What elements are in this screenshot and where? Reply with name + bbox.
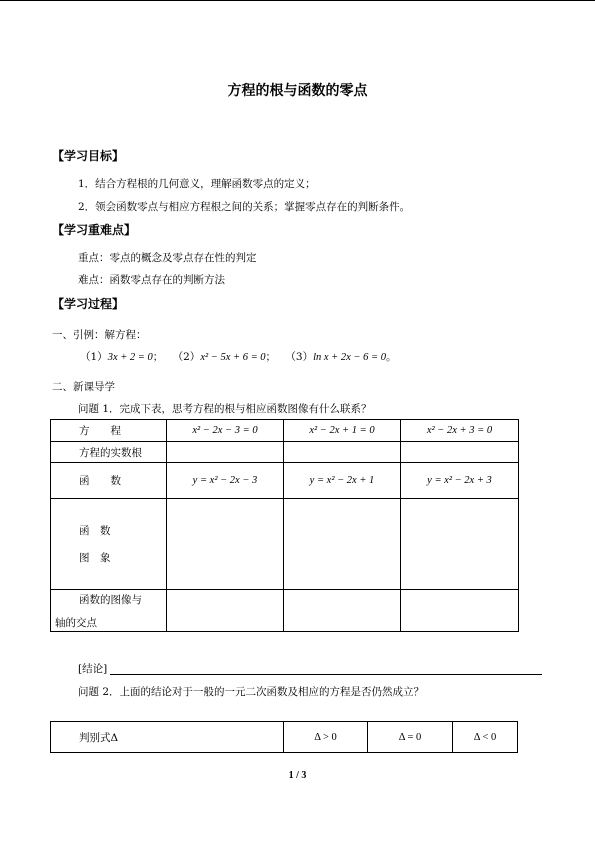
conclusion-blank-line[interactable] (110, 674, 542, 675)
answer-cell[interactable] (284, 590, 401, 632)
question-2: 问题 2．上面的结论对于一般的一元二次函数及相应的方程是否仍然成立？ (78, 686, 425, 698)
table-row (51, 442, 519, 463)
row-label-graph (51, 499, 167, 590)
eq1-label: （1） (80, 351, 108, 363)
answer-cell[interactable] (167, 590, 284, 632)
eq-sep-1: ； (152, 351, 164, 363)
page-title: 方程的根与函数的零点 (227, 83, 368, 99)
eq-end: 。 (385, 351, 397, 363)
table-row (51, 722, 518, 753)
question-1: 问题 1．完成下表，思考方程的根与相应函数图像有什么联系？ (78, 403, 372, 415)
function-cell: y = x² − 2x + 1 (284, 463, 401, 499)
equation-cell: x² − 2x + 3 = 0 (401, 420, 519, 442)
discriminant-case: Δ > 0 (284, 722, 368, 753)
answer-cell[interactable] (167, 442, 284, 463)
eq2: x² − 5x + 6 = 0 (200, 352, 266, 363)
discriminant-label: 判别式Δ (51, 722, 284, 753)
answer-cell[interactable] (401, 590, 519, 632)
answer-cell[interactable] (401, 442, 519, 463)
graph-cell[interactable] (401, 499, 519, 590)
row-label-intersections (51, 590, 167, 632)
goal-item-2: 2．领会函数零点与相应方程根之间的关系；掌握零点存在的判断条件。 (78, 201, 411, 213)
table-row (51, 420, 519, 442)
section-heading-process: 【学习过程】 (52, 297, 125, 311)
function-cell: y = x² − 2x − 3 (167, 463, 284, 499)
page-number: 1 / 3 (288, 770, 307, 781)
discriminant-table (50, 721, 518, 753)
key-difficulty: 难点：函数零点存在的判断方法 (78, 274, 225, 286)
header-rule (0, 0, 595, 1)
graph-cell[interactable] (167, 499, 284, 590)
header-equation-cell: 方 程 (51, 420, 167, 442)
answer-cell[interactable] (284, 442, 401, 463)
function-cell: y = x² − 2x + 3 (401, 463, 519, 499)
row-label-intersections-line-2: 轴的交点 (55, 616, 97, 629)
row-label-function: 函 数 (51, 463, 167, 499)
graph-cell[interactable] (284, 499, 401, 590)
part1-heading: 一、引例：解方程： (52, 329, 147, 341)
eq3: ln x + 2x − 6 = 0 (313, 352, 386, 363)
example-equations (80, 349, 396, 364)
eq1: 3x + 2 = 0 (107, 352, 153, 363)
eq-sep-2: ； (265, 351, 277, 363)
table-row (51, 463, 519, 499)
discriminant-case: Δ < 0 (453, 722, 518, 753)
row-label-roots: 方程的实数根 (51, 442, 167, 463)
table-row (51, 590, 519, 632)
roots-functions-table (50, 419, 519, 632)
discriminant-case: Δ = 0 (368, 722, 453, 753)
equation-cell: x² − 2x + 1 = 0 (284, 420, 401, 442)
table-row (51, 499, 519, 590)
eq3-label: （3） (285, 351, 314, 363)
eq2-label: （2） (172, 351, 201, 363)
row-label-graph-line-2: 图 象 (79, 552, 111, 564)
row-label-intersections-line-1: 函数的图像与 (79, 593, 142, 606)
part2-heading: 二、新课导学 (52, 381, 115, 393)
conclusion-label: [结论] (78, 663, 108, 675)
key-focus: 重点：零点的概念及零点存在性的判定 (78, 252, 257, 264)
row-label-graph-line-1: 函 数 (79, 525, 111, 537)
section-heading-key: 【学习重难点】 (52, 223, 137, 237)
goal-item-1: 1．结合方程根的几何意义，理解函数零点的定义； (78, 178, 316, 190)
equation-cell: x² − 2x − 3 = 0 (167, 420, 284, 442)
section-heading-goals: 【学习目标】 (52, 149, 125, 163)
